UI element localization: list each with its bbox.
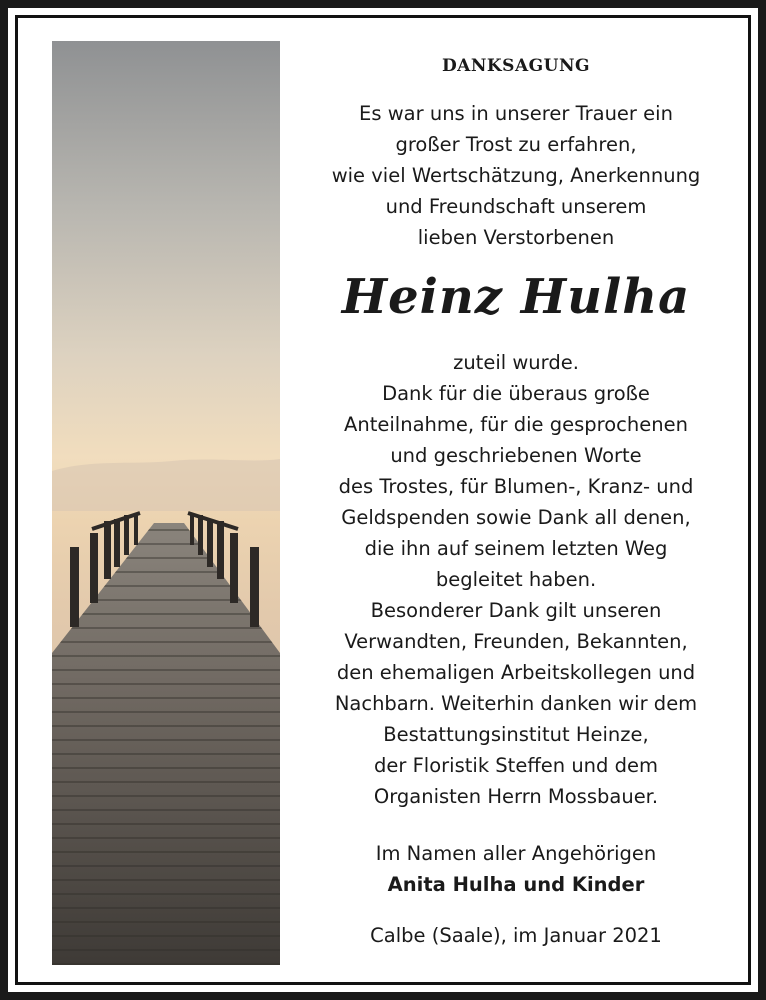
spacer	[296, 900, 736, 920]
spacer	[296, 812, 736, 838]
body-line: Anteilnahme, für die gesprochenen	[344, 413, 688, 436]
body-line: zuteil wurde.	[453, 351, 579, 374]
deceased-name: Heinz Hulha	[341, 269, 691, 325]
intro-line: großer Trost zu erfahren,	[395, 133, 637, 156]
signature-intro: Im Namen aller Angehörigen	[375, 842, 657, 865]
body-line: Dank für die überaus große	[382, 382, 650, 405]
body-line: Geldspenden sowie Dank all denen,	[341, 506, 691, 529]
place-date: Calbe (Saale), im Januar 2021	[370, 924, 662, 947]
body-line: Organisten Herrn Mossbauer.	[373, 785, 659, 808]
body-line: Verwandten, Freunden, Bekannten,	[344, 630, 688, 653]
notice-frame	[8, 8, 758, 992]
intro-line: lieben Verstorbenen	[417, 226, 615, 249]
pier-photo	[52, 41, 280, 965]
body-line: und geschriebenen Worte	[390, 444, 642, 467]
notice-heading: DANKSAGUNG	[441, 56, 591, 76]
body-line: begleitet haben.	[435, 568, 597, 591]
signature-names: Anita Hulha und Kinder	[387, 873, 645, 896]
intro-line: und Freundschaft unserem	[385, 195, 647, 218]
body-line: die ihn auf seinem letzten Weg	[364, 537, 668, 560]
body-line: den ehemaligen Arbeitskollegen und	[336, 661, 696, 684]
body-line: Bestattungsinstitut Heinze,	[383, 723, 649, 746]
intro-text	[296, 98, 736, 253]
body-line: der Floristik Steffen und dem	[374, 754, 658, 777]
notice-text	[296, 48, 736, 951]
intro-line: Es war uns in unserer Trauer ein	[359, 102, 673, 125]
intro-line: wie viel Wertschätzung, Anerkennung	[331, 164, 701, 187]
body-line: des Trostes, für Blumen-, Kranz- und	[338, 475, 694, 498]
body-text	[296, 347, 736, 812]
body-line: Besonderer Dank gilt unseren	[370, 599, 662, 622]
body-line: Nachbarn. Weiterhin danken wir dem	[334, 692, 698, 715]
